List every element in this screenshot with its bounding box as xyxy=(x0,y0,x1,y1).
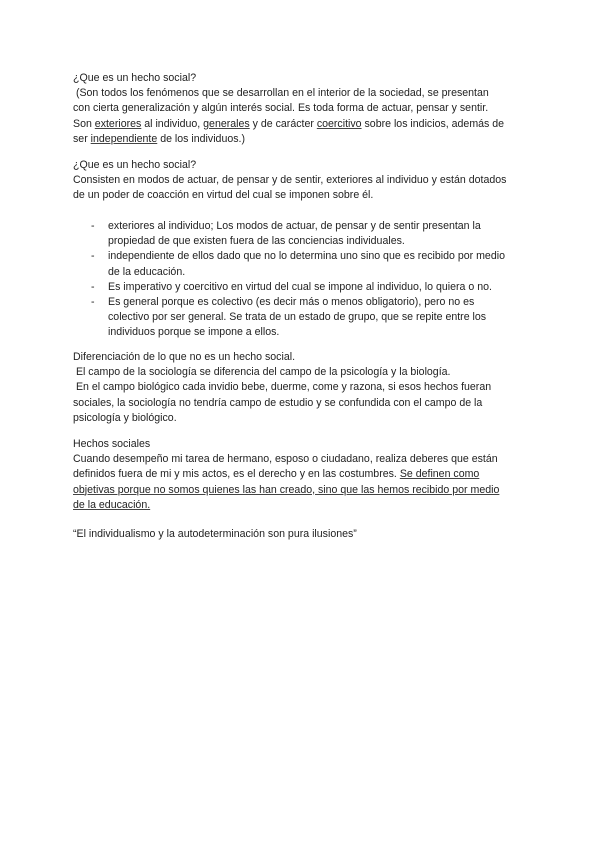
bullet-dash: - xyxy=(91,250,95,263)
list-item xyxy=(91,219,531,249)
paragraph-line: Cuando desempeño mi tarea de hermano, esposo o ciudadano, realiza deberes que están xyxy=(73,453,498,466)
text-run: Son xyxy=(73,117,95,130)
bullet-dash: - xyxy=(91,220,95,232)
list-item-line: exteriores al individuo; Los modos de actuar, de pensar y de sentir presentan la xyxy=(108,220,481,232)
list-item xyxy=(91,280,531,295)
section-what-is-social-fact-1 xyxy=(73,71,533,147)
bullet-dash: - xyxy=(91,296,95,309)
list-item-line: de la educación. xyxy=(108,265,186,278)
underlined-term-independiente: independiente xyxy=(90,132,158,145)
list-item xyxy=(91,295,531,341)
section-heading: ¿Que es un hecho social? xyxy=(73,159,197,171)
list-item-line: independiente de ellos dado que no lo determina uno sino que es recibido por medio xyxy=(108,250,505,263)
section-differentiation xyxy=(73,350,533,426)
list-item-line: Es imperativo y coercitivo en virtud del cual se impone al individuo, lo quiera o no. xyxy=(108,280,492,293)
bullet-list xyxy=(91,219,531,341)
section-what-is-social-fact-2 xyxy=(73,158,533,204)
underlined-sentence: Se definen como xyxy=(399,468,480,481)
paragraph-line xyxy=(73,483,533,498)
list-item-line: individuos porque se impone a ellos. xyxy=(108,326,280,339)
list-item-line: colectivo por ser general. Se trata de un estado de grupo, que se repite entre los xyxy=(108,311,487,324)
quote-text: “El individualismo y la autodeterminación son pura ilusiones” xyxy=(73,528,357,540)
paragraph-line: (Son todos los fenómenos que se desarrollan en el interior de la sociedad, se presentan xyxy=(73,87,489,100)
section-heading: ¿Que es un hecho social? xyxy=(73,72,197,84)
section-heading: Hechos sociales xyxy=(73,438,151,450)
underlined-term-exteriores: exteriores xyxy=(94,117,142,130)
text-run: sobre los indicios, además de xyxy=(361,117,505,130)
bullet-dash: - xyxy=(91,280,95,293)
text-run: y de carácter xyxy=(249,117,317,130)
paragraph-line: El campo de la sociología se diferencia del campo de la psicología y la biología. xyxy=(73,366,451,379)
paragraph-line: Consisten en modos de actuar, de pensar y de sentir, exteriores al individuo y están dotados xyxy=(73,174,507,187)
paragraph-line xyxy=(73,498,533,513)
underlined-term-coercitivo: coercitivo xyxy=(316,117,362,130)
text-run: al individuo, xyxy=(141,117,204,130)
underlined-sentence: de la educación. xyxy=(73,498,151,511)
underlined-term-generales: generales xyxy=(203,117,250,130)
text-run: ser xyxy=(73,132,91,145)
list-item xyxy=(91,249,531,279)
list-item-line: Es general porque es colectivo (es decir más o menos obligatorio), pero no es xyxy=(108,296,475,309)
paragraph-line: con cierta generalización y algún interés social. Es toda forma de actuar, pensar y sentir. xyxy=(73,102,489,115)
text-run: de los individuos.) xyxy=(157,132,245,145)
underlined-sentence: objetivas porque no somos quienes las han creado, sino que las hemos recibido por medio xyxy=(73,483,500,496)
text-run: definidos fuera de mi y mis actos, es el derecho y en las costumbres. xyxy=(73,468,397,481)
list-item-line: propiedad de que existen fuera de las conciencias individuales. xyxy=(108,235,405,248)
paragraph-line: sociales, la sociología no tendría campo de estudio y se confundida con el campo de la xyxy=(73,396,483,409)
paragraph-line: de un poder de coacción en virtud del cual se imponen sobre él. xyxy=(73,189,374,202)
paragraph-line xyxy=(73,132,533,147)
quote-block xyxy=(73,527,533,542)
paragraph-line: En el campo biológico cada invidio bebe, duerme, come y razona, si esos hechos fueran xyxy=(73,381,492,394)
paragraph-line xyxy=(73,467,533,482)
section-social-facts xyxy=(73,437,533,513)
section-heading: Diferenciación de lo que no es un hecho social. xyxy=(73,351,296,363)
paragraph-line: psicología y biológico. xyxy=(73,411,177,424)
paragraph-line xyxy=(73,117,533,132)
